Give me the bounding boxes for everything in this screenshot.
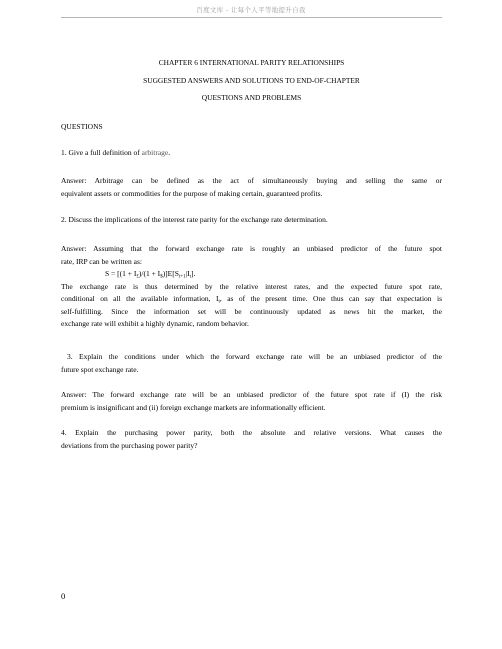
answer-2-body-line-3: self-fulfilling. Since the information set will be continuously updated as news hit the market, the (61, 306, 442, 316)
question-4-line-2: deviations from the purchasing power parity? (61, 440, 198, 450)
question-2: 2. Discuss the implications of the interest rate parity for the exchange rate determination. (61, 215, 328, 224)
section-heading: QUESTIONS (61, 122, 103, 131)
question-3 (61, 351, 442, 376)
question-3-line-2: future spot exchange rate. (61, 364, 139, 374)
answer-1-line-2: equivalent assets or commodities for the purpose of making certain, guaranteed profits. (61, 188, 323, 198)
question-1 (61, 147, 442, 160)
question-1-term: arbitrage (141, 148, 169, 157)
header-rule (61, 17, 442, 18)
answer-2-body-line-1: The exchange rate is thus determined by the relative interest rates, and the expected future spot rate, (61, 281, 442, 291)
answer-3 (61, 389, 442, 414)
answer-3-line-1: Answer: The forward exchange rate will be an unbiased predictor of the future spot rate if (I) the risk (61, 390, 442, 399)
answer-2-body-line-4: exchange rate will exhibit a highly dynamic, random behavior. (61, 319, 249, 328)
chapter-title: CHAPTER 6 INTERNATIONAL PARITY RELATIONSHIPS (158, 58, 345, 67)
answer-2-line-2: rate, IRP can be written as: (61, 256, 142, 266)
question-1-prefix: 1. Give a full definition of (61, 148, 142, 157)
answer-2 (61, 243, 442, 331)
subtitle-line-2: QUESTIONS AND PROBLEMS (201, 93, 302, 102)
page-watermark-header: 百度文库 - 让每个人平等地提升自我 (196, 6, 306, 14)
answer-1 (61, 175, 442, 200)
irp-formula: $S = [(1 + I_£)/(1 + I_{\$})]E[S_{t+1}|I_t]$. (105, 269, 196, 280)
question-4-line-1: 4. Explain the purchasing power parity, both the absolute and relative versions. What causes the (61, 428, 442, 437)
answer-2-line-1: Answer: Assuming that the forward exchange rate is roughly an unbiased predictor of the future spot (61, 244, 442, 253)
page-number: 0 (61, 591, 66, 601)
subtitle-line-1: SUGGESTED ANSWERS AND SOLUTIONS TO END-OF-CHAPTER (143, 76, 360, 85)
answer-1-line-1: Answer: Arbitrage can be defined as the act of simultaneously buying and selling the same or (61, 176, 442, 185)
question-1-suffix: . (168, 148, 171, 157)
question-4 (61, 427, 442, 452)
answer-3-line-2: premium is insignificant and (ii) foreign exchange markets are informationally efficient. (61, 402, 326, 412)
question-3-line-1: 3. Explain the conditions under which the forward exchange rate will be an unbiased predictor of the (67, 352, 442, 361)
answer-2-body-line-2: conditional on all the available information, $I_t$, as of the present time. One thus can say that expectation is (61, 294, 442, 305)
